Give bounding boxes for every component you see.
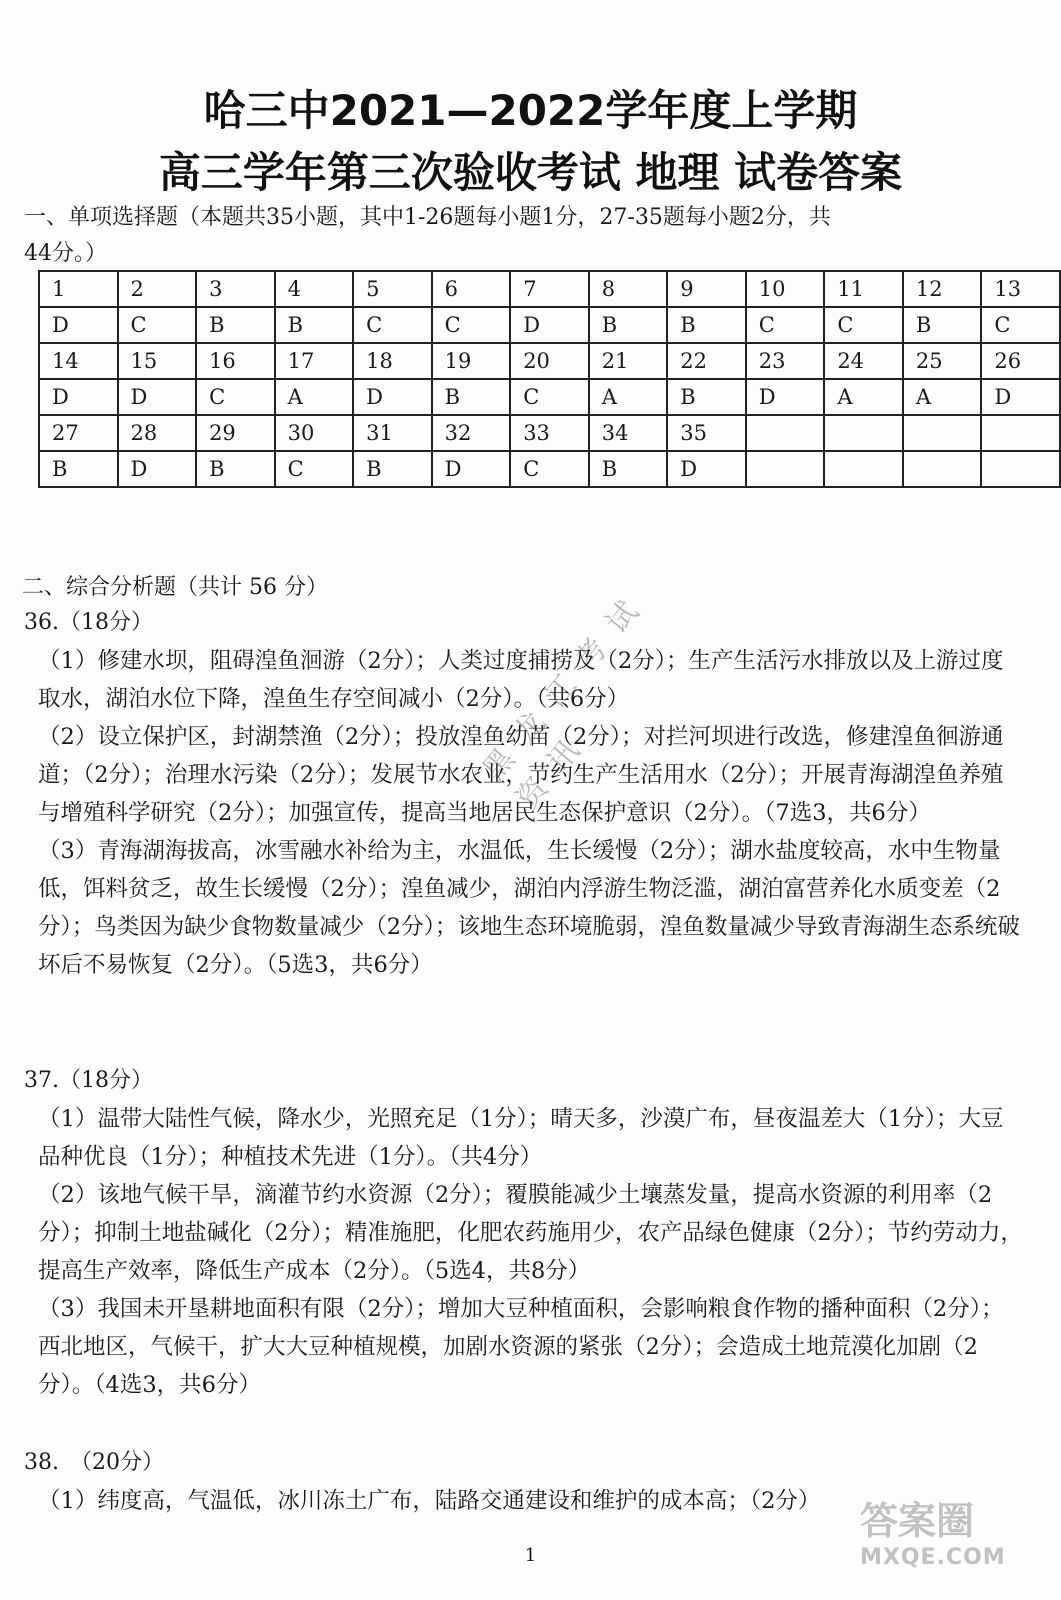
table-cell: C — [196, 379, 275, 415]
table-cell: 12 — [903, 271, 982, 307]
table-row-numbers-2 — [39, 343, 1060, 379]
table-cell: C — [353, 307, 432, 343]
title-line-1: 哈三中2021—2022学年度上学期 — [203, 86, 858, 135]
table-cell — [746, 415, 825, 451]
table-cell: C — [275, 451, 354, 487]
title-line-2: 高三学年第三次验收考试 地理 试卷答案 — [158, 148, 903, 197]
table-cell: B — [196, 451, 275, 487]
question-37-heading: 37.（18分） — [24, 1068, 153, 1093]
table-cell: B — [667, 379, 746, 415]
table-cell: C — [510, 379, 589, 415]
table-cell: 31 — [353, 415, 432, 451]
table-cell: A — [589, 379, 668, 415]
table-cell: 4 — [275, 271, 354, 307]
page-number: 1 — [524, 1545, 537, 1566]
table-cell: D — [39, 307, 118, 343]
table-cell: B — [353, 451, 432, 487]
question-36-part-1: （1）修建水坝，阻碍湟鱼洄游（2分）；人类过度捕捞及（2分）；生产生活污水排放以及上游过度取水，湖泊水位下降，湟鱼生存空间减小（2分）。（共6分） — [38, 648, 1004, 712]
table-cell: 35 — [667, 415, 746, 451]
table-cell: C — [432, 307, 511, 343]
table-cell: B — [432, 379, 511, 415]
table-cell: 32 — [432, 415, 511, 451]
logo-url: MXQE.COM — [860, 1545, 1006, 1570]
table-cell: 24 — [824, 343, 903, 379]
table-cell: 8 — [589, 271, 668, 307]
table-cell: C — [981, 307, 1060, 343]
table-cell: D — [118, 451, 197, 487]
table-cell: A — [824, 379, 903, 415]
table-cell: D — [667, 451, 746, 487]
logo-text: 答案圈 — [860, 1499, 975, 1543]
table-cell — [746, 451, 825, 487]
question-37 — [24, 1062, 1024, 1404]
table-cell: 20 — [510, 343, 589, 379]
table-cell: 26 — [981, 343, 1060, 379]
question-36-heading: 36.（18分） — [24, 610, 153, 635]
question-37-part-3: （3）我国未开垦耕地面积有限（2分）；增加大豆种植面积，会影响粮食作物的播种面积（2分）；西北地区，气候干，扩大大豆种植规模，加剧水资源的紧张（2分）；会造成土地荒漠化加剧（2分）。（4选3，共6分） — [38, 1296, 1004, 1398]
table-cell: 19 — [432, 343, 511, 379]
table-cell — [903, 451, 982, 487]
table-cell: A — [275, 379, 354, 415]
table-cell: 17 — [275, 343, 354, 379]
table-cell: B — [667, 307, 746, 343]
table-cell: 6 — [432, 271, 511, 307]
question-37-part-1: （1）温带大陆性气候，降水少，光照充足（1分）；晴天多，沙漠广布，昼夜温差大（1分）；大豆品种优良（1分）；种植技术先进（1分）。（共4分） — [38, 1106, 1004, 1170]
table-cell: 11 — [824, 271, 903, 307]
table-cell: 27 — [39, 415, 118, 451]
table-cell: 34 — [589, 415, 668, 451]
table-cell: 21 — [589, 343, 668, 379]
table-cell: 22 — [667, 343, 746, 379]
table-cell: 2 — [118, 271, 197, 307]
table-row-numbers-1 — [39, 271, 1060, 307]
table-cell: 23 — [746, 343, 825, 379]
table-cell: 29 — [196, 415, 275, 451]
table-row-answers-1 — [39, 307, 1060, 343]
table-cell: 16 — [196, 343, 275, 379]
site-logo — [860, 1490, 1050, 1590]
section2-heading: 二、综合分析题（共计 56 分） — [22, 575, 328, 600]
table-cell: B — [589, 451, 668, 487]
table-row-numbers-3 — [39, 415, 1060, 451]
table-cell: 3 — [196, 271, 275, 307]
question-37-part-2: （2）该地气候干旱，滴灌节约水资源（2分）；覆膜能减少土壤蒸发量，提高水资源的利用率（2分）；抑制土地盐碱化（2分）；精准施肥，化肥农药施用少，农产品绿色健康（2分）；节约劳动力，提高生产效率，降低生产成本（2分）。（5选4，共8分） — [38, 1182, 1023, 1284]
table-cell: D — [118, 379, 197, 415]
table-cell: 28 — [118, 415, 197, 451]
question-38-part-1: （1）纬度高，气温低，冰川冻土广布，陆路交通建设和维护的成本高；（2分） — [38, 1488, 821, 1514]
table-cell — [981, 451, 1060, 487]
table-cell — [981, 415, 1060, 451]
table-cell: 5 — [353, 271, 432, 307]
table-cell: D — [510, 307, 589, 343]
table-cell: 14 — [39, 343, 118, 379]
table-cell — [903, 415, 982, 451]
question-38-heading: 38. （20分） — [24, 1450, 164, 1475]
question-36-part-3: （3）青海湖海拔高，冰雪融水补给为主，水温低，生长缓慢（2分）；湖水盐度较高，水中生物量低，饵料贫乏，故生长缓慢（2分）；湟鱼减少，湖泊内浮游生物泛滥，湖泊富营养化水质变差（2分）；鸟类因为缺少食物数量减少（2分）；该地生态环境脆弱，湟鱼数量减少导致青海湖生态系统破坏后不易恢复（2分）。（5选3，共6分） — [38, 838, 1020, 978]
table-cell: 13 — [981, 271, 1060, 307]
question-36-part-2: （2）设立保护区，封湖禁渔（2分）；投放湟鱼幼苗（2分）；对拦河坝进行改选，修建湟鱼徊游通道；（2分）；治理水污染（2分）；发展节水农业，节约生产生活用水（2分）；开展青海湖湟鱼养殖与增殖科学研究（2分）；加强宣传，提高当地居民生态保护意识（2分）。（7选3，共6分） — [38, 724, 1004, 826]
table-cell: C — [118, 307, 197, 343]
table-cell: B — [39, 451, 118, 487]
table-cell: D — [353, 379, 432, 415]
table-cell: 1 — [39, 271, 118, 307]
table-cell: B — [275, 307, 354, 343]
watermark-text: 黑龙江考试资讯 — [476, 581, 658, 816]
table-cell: B — [589, 307, 668, 343]
table-cell: 9 — [667, 271, 746, 307]
table-cell: 15 — [118, 343, 197, 379]
table-cell: C — [510, 451, 589, 487]
table-cell — [824, 451, 903, 487]
answer-table — [38, 270, 1061, 488]
table-cell: A — [903, 379, 982, 415]
section1-heading: 一、单项选择题（本题共35小题，其中1-26题每小题1分，27-35题每小题2分，共44分。） — [24, 205, 831, 266]
table-cell: D — [432, 451, 511, 487]
table-row-answers-2 — [39, 379, 1060, 415]
table-cell: 7 — [510, 271, 589, 307]
table-cell: D — [981, 379, 1060, 415]
table-cell: 30 — [275, 415, 354, 451]
table-row-answers-3 — [39, 451, 1060, 487]
table-cell: 10 — [746, 271, 825, 307]
table-cell — [824, 415, 903, 451]
table-cell: 33 — [510, 415, 589, 451]
table-cell: D — [746, 379, 825, 415]
table-cell: 18 — [353, 343, 432, 379]
table-cell: C — [746, 307, 825, 343]
table-cell: 25 — [903, 343, 982, 379]
table-cell: D — [39, 379, 118, 415]
table-cell: B — [196, 307, 275, 343]
table-cell: C — [824, 307, 903, 343]
table-cell: B — [903, 307, 982, 343]
